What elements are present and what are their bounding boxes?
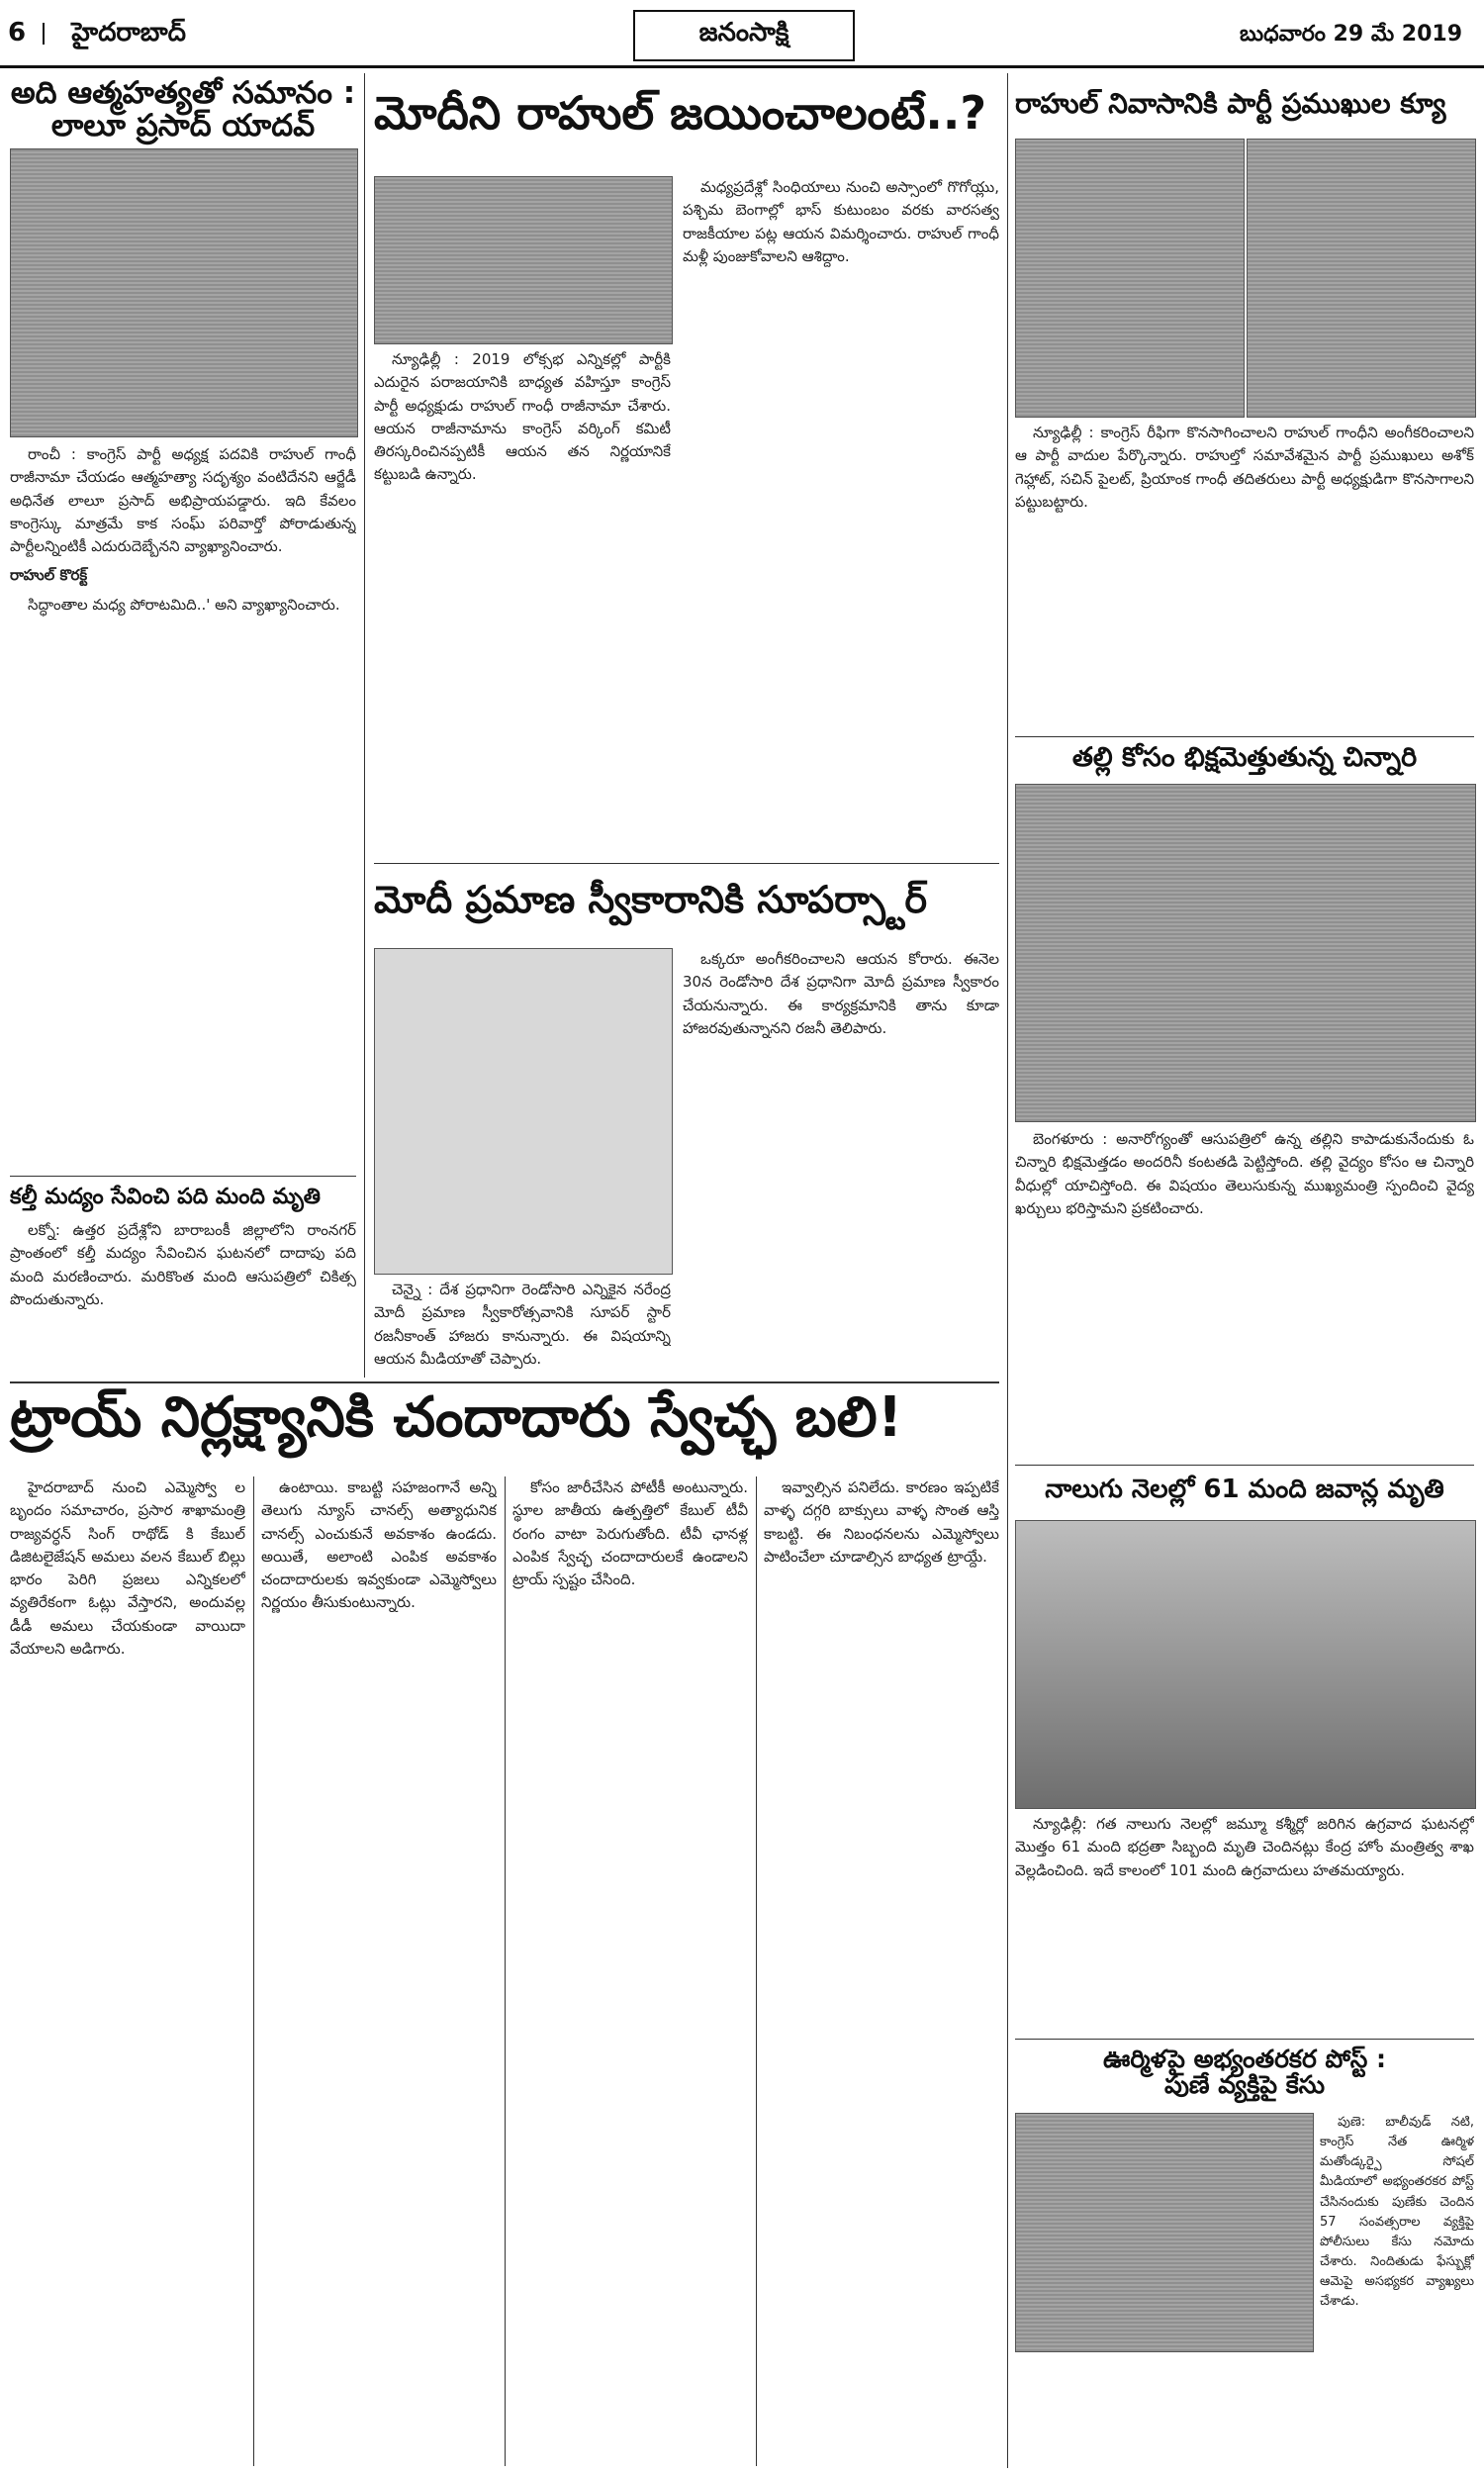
- rahul-house-body: న్యూఢిల్లీ : కాంగ్రెస్ రీఫిగా కొనసాగించాలని రాహుల్ గాంధీని అంగీకరించాలని ఆ పార్టీ వాదుల పేర్కొన్నారు. రాహుల్తో సమావేశమైన పార్టీ ప్రముఖులు అశోక్ గెహ్లాట్, సచిన్ పైలట్, ప్రియాంక గాంధీ తదితరులు పార్టీ అధ్యక్షుడిగా కొనసాగాలని పట్టుబట్టారు.: [1015, 424, 1474, 511]
- lalu-article-body: రాంచీ : కాంగ్రెస్ పార్టీ అధ్యక్ష పదవికి రాహుల్ గాంధీ రాజీనామా చేయడం ఆత్మహత్యా సదృశ్యం వంటిదేనని ఆర్జేడీ అధినేత లాలూ ప్రసాద్ అభిప్రాయపడ్డారు. ఇది కేవలం కాంగ్రెస్కు మాత్రమే కాక సంఘ్ పరివార్తో పోరాడుతున్న పార్టీలన్నింటికీ ఎదురుదెబ్బేనని వ్యాఖ్యానించారు. రాహుల్ కొరక్ట్ సిద్ధాంతాల మధ్య పోరాటమిది..' అని వ్యాఖ్యానించారు.: [10, 445, 356, 614]
- kalthi-headline: కల్తీ మద్యం సేవించి పది మంది మృతి: [10, 1185, 321, 1209]
- modi-rahul-body-col2: మధ్యప్రదేశ్లో సింధియాలు నుంచి అస్సాంలో గొగోయ్లు, పశ్చిమ బెంగాల్లో భాస్ కుటుంబం వరకు వారసత్వ రాజకీయాల పట్ల ఆయన విమర్శించారు. రాహుల్ గాంధీ మళ్లీ పుంజుకోవాలని ఆశిద్దాం.: [683, 178, 999, 265]
- masthead-left: [8, 18, 186, 53]
- rahul-house-headline: రాహుల్ నివాసానికి పార్టీ ప్రముఖుల క్యూ: [1015, 87, 1446, 120]
- rajinikanth-photo: [374, 948, 673, 1275]
- jawans-headline: నాలుగు నెలల్లో 61 మంది జవాన్ల మృతి: [1045, 1475, 1444, 1504]
- rajini-body-col2: ఒక్కరూ అంగీకరించాలని ఆయన కోరారు. ఈనెల 30న రెండోసారి దేశ ప్రధానిగా మోదీ ప్రమాణ స్వీకారం చేయనున్నారు. ఈ కార్యక్రమానికి తాను కూడా హాజరవుతున్నానని రజనీ తెలిపారు.: [683, 950, 999, 1037]
- child-body: బెంగళూరు : అనారోగ్యంతో ఆసుపత్రిలో ఉన్న తల్లిని కాపాడుకునేందుకు ఓ చిన్నారి భిక్షమెత్తడం అందరినీ కంటతడి పెట్టిస్తోంది. తల్లి వైద్యం కోసం ఆ చిన్నారి వీధుల్లో యాచిస్తోంది. ఈ విషయం తెలుసుకున్న ముఖ్యమంత్రి స్పందించి వైద్య ఖర్చులు భరిస్తామని ప్రకటించారు.: [1015, 1130, 1474, 1217]
- child-photo: [1015, 784, 1476, 1122]
- rahul-house-photo-2: [1247, 139, 1476, 418]
- trai-body-col4: ఇవ్వాల్సిన పనిలేదు. కారణం ఇప్పటికే వాళ్ళ దగ్గరి బాక్సులు వాళ్ళ సొంత ఆస్తి కాబట్టి. ఈ నిబంధనలను ఎమ్మెస్వోలు పాటించేలా చూడాల్సిన బాధ్యత ట్రాయ్దే.: [764, 1478, 999, 1566]
- page-number: 6: [8, 18, 27, 48]
- child-headline: తల్లి కోసం భిక్షమెత్తుతున్న చిన్నారి: [1071, 742, 1418, 773]
- newspaper-logo: జనంసాక్షి: [633, 10, 855, 61]
- kalthi-article-body: లక్నో: ఉత్తర ప్రదేశ్లోని బారాబంకీ జిల్లాలోని రాంనగర్ ప్రాంతంలో కల్తీ మద్యం సేవించిన ఘటనలో దాదాపు పది మంది మరణించారు. మరికొంత మంది ఆసుపత్రిలో చికిత్స పొందుతున్నారు.: [10, 1221, 356, 1308]
- urmila-headline: ఊర్మిళపై అభ్యంతరకర పోస్ట్ : పుణే వ్యక్తిపై కేసు: [1103, 2045, 1386, 2100]
- issue-date: బుధవారం 29 మే 2019: [1240, 22, 1462, 47]
- masthead-rule: [0, 65, 1484, 68]
- lalu-headline: అది ఆత్మహత్యతో సమానం : లాలూ ప్రసాద్ యాదవ్: [10, 75, 356, 143]
- modi-rahul-body-col1: న్యూఢిల్లీ : 2019 లోక్సభ ఎన్నికల్లో పార్టీకి ఎదురైన పరాజయానికి బాధ్యత వహిస్తూ కాంగ్రెస్ పార్టీ అధ్యక్షుడు రాహుల్ గాంధీ రాజీనామా చేశారు. ఆయన రాజీనామాను కాంగ్రెస్ వర్కింగ్ కమిటీ తిరస్కరించినప్పటికీ ఆయన తన నిర్ణయానికే కట్టుబడి ఉన్నారు.: [374, 350, 671, 484]
- trai-body-col2: ఉంటాయి. కాబట్టి సహజంగానే అన్ని తెలుగు న్యూస్ చానల్స్ అత్యాధునిక చానల్స్ ఎంచుకునే అవకాశం ఉండదు. అయితే, అలాంటి ఎంపిక అవకాశం చందాదారులకు ఇవ్వకుండా ఎమ్మెస్వోలు నిర్ణయం తీసుకుంటున్నారు.: [261, 1478, 497, 1612]
- lalu-rahul-photo: [10, 148, 358, 437]
- trai-headline: ట్రాయ్ నిర్లక్ష్యానికి చందాదారు స్వేచ్ఛ బలి!: [10, 1385, 903, 1450]
- trai-body-col3: కోసం జారీచేసిన పోటీకీ అంటున్నారు. స్థూల జాతీయ ఉత్పత్తిలో కేబుల్ టీవీ రంగం వాటా పెరుగుతోంది. టీవీ ఛానళ్ల ఎంపిక స్వేచ్ఛ చందాదారులకే ఉండాలని ట్రాయ్ స్పష్టం చేసింది.: [512, 1478, 748, 1588]
- trai-body-col1: హైదరాబాద్ నుంచి ఎమ్మెస్వో ల బృందం సమాచారం, ప్రసార శాఖామంత్రి రాజ్యవర్ధన్ సింగ్ రాథోడ్ కి కేబుల్ డిజిటలైజేషన్ అమలు వలన కేబుల్ బిల్లు భారం పెరిగి ప్రజలు ఎన్నికలలో వ్యతిరేకంగా ఓట్లు వేస్తారని, అందువల్ల డీడీ అమలు చేయకుండా వాయిదా వేయాలని అడిగారు.: [10, 1478, 245, 1658]
- rajini-body-col1: చెన్నై : దేశ ప్రధానిగా రెండోసారి ఎన్నికైన నరేంద్ర మోదీ ప్రమాణ స్వీకారోత్సవానికి సూపర్ స్టార్ రజనీకాంత్ హాజరు కానున్నారు. ఈ విషయాన్ని ఆయన మీడియాతో చెప్పారు.: [374, 1281, 671, 1368]
- rahul-house-photo-1: [1015, 139, 1245, 418]
- sonia-rahul-photo: [374, 176, 673, 344]
- rajini-headline: మోదీ ప్రమాణ స్వీకారానికి సూపర్స్టార్: [374, 878, 927, 921]
- soldiers-silhouette-photo: [1015, 1520, 1476, 1809]
- city-label: హైదరాబాద్: [71, 18, 187, 48]
- modi-rahul-headline: మోదీని రాహుల్ జయించాలంటే..?: [374, 86, 987, 140]
- jawans-body: న్యూఢిల్లీ: గత నాలుగు నెలల్లో జమ్మూ కశ్మీర్లో జరిగిన ఉగ్రవాద ఘటనల్లో మొత్తం 61 మంది భద్రతా సిబ్బంది మృతి చెందినట్లు కేంద్ర హోం మంత్రిత్వ శాఖ వెల్లడించింది. ఇదే కాలంలో 101 మంది ఉగ్రవాదులు హతమయ్యారు.: [1015, 1815, 1474, 1879]
- urmila-photo: [1015, 2113, 1314, 2352]
- urmila-body-side: పుణె: బాలీవుడ్ నటి, కాంగ్రెస్ నేత ఊర్మిళ మతోండ్కర్పై సోషల్ మీడియాలో అభ్యంతరకర పోస్ట్ చేసినందుకు పుణేకు చెందిన 57 సంవత్సరాల వ్యక్తిపై పోలీసులు కేసు నమోదు చేశారు. నిందితుడు ఫేస్బుక్లో ఆమెపై అసభ్యకర వ్యాఖ్యలు చేశాడు.: [1320, 2115, 1474, 2310]
